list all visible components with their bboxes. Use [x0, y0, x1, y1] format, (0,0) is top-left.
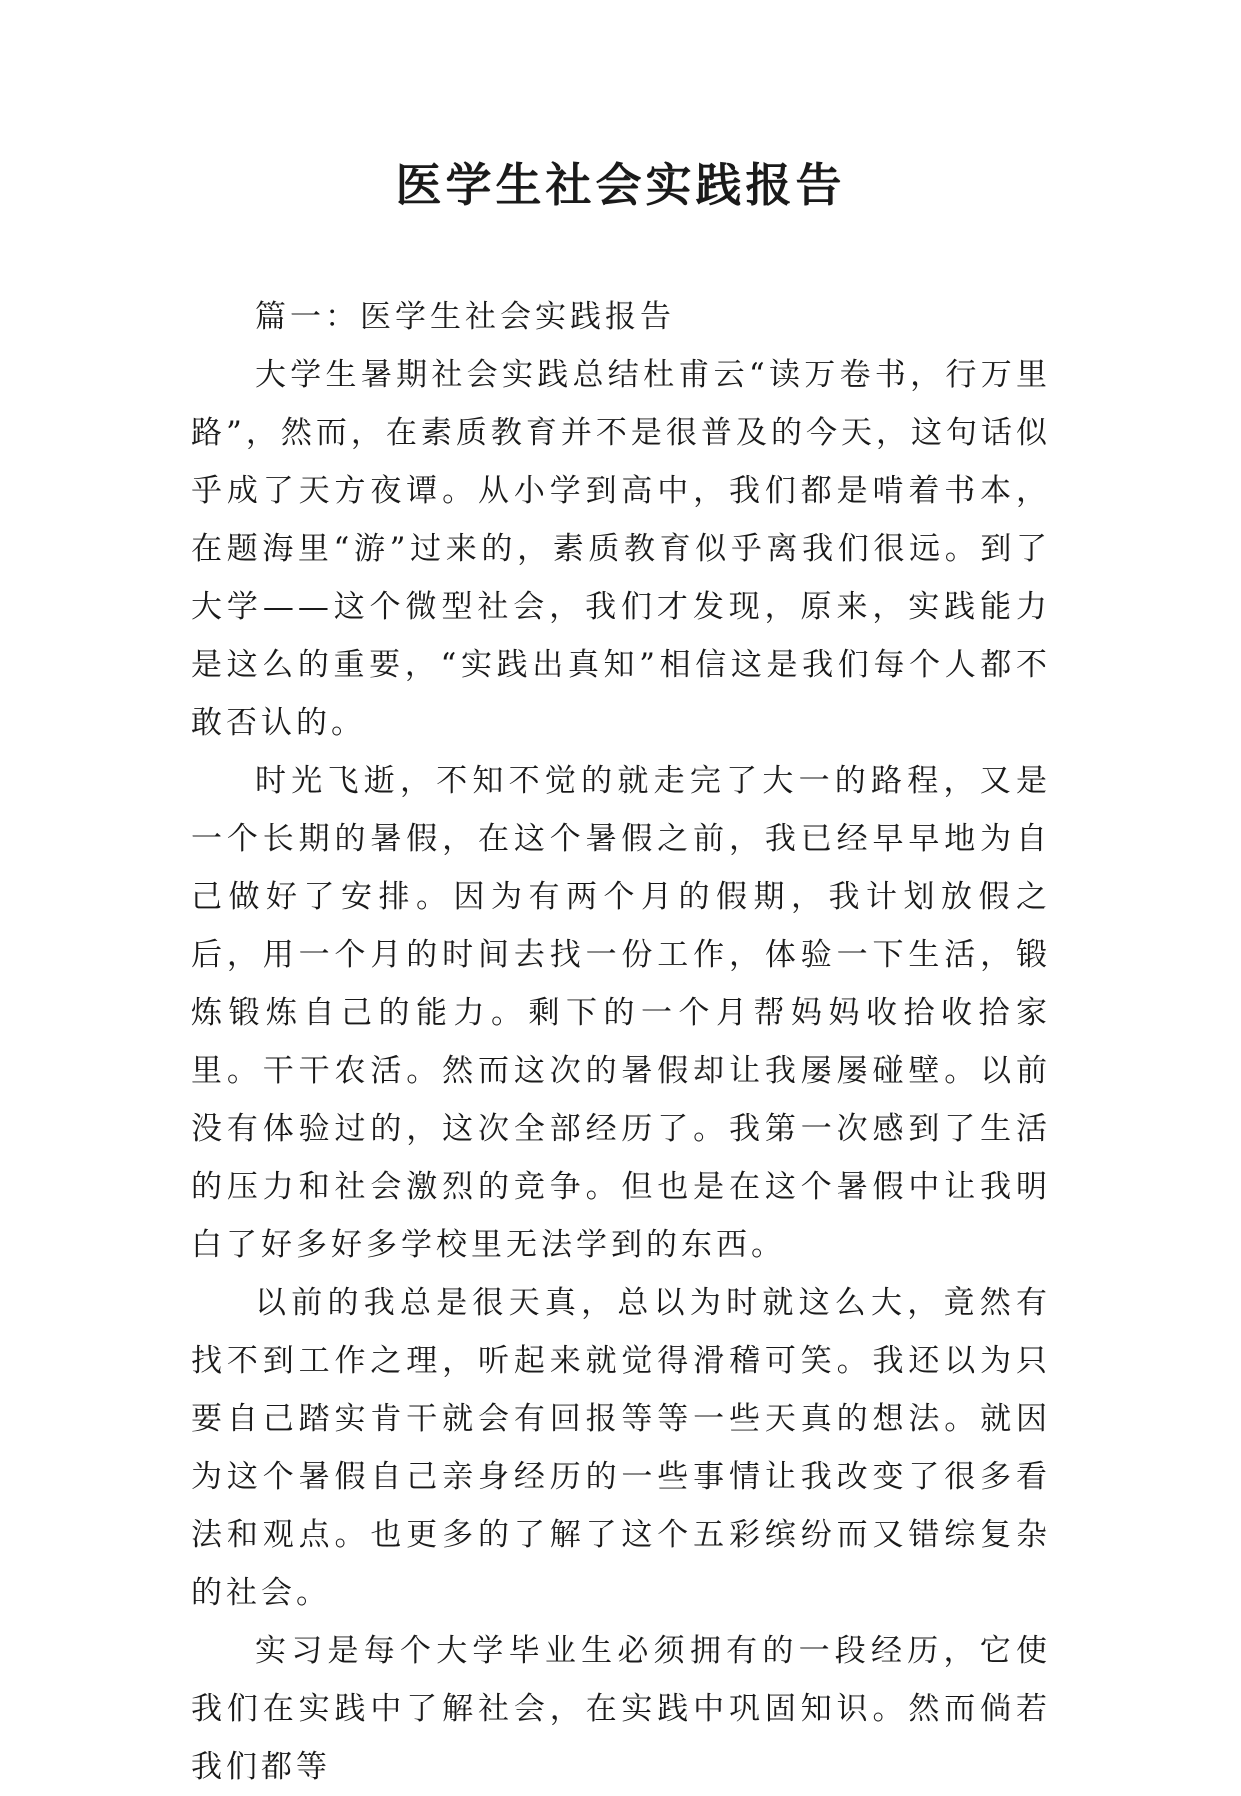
section-heading: 篇一：医学生社会实践报告	[255, 299, 675, 335]
document-body	[191, 288, 1051, 1796]
paragraph: 以前的我总是很天真，总以为时就这么大，竟然有找不到工作之理，听起来就觉得滑稽可笑。我还以为只要自己踏实肯干就会有回报等等一些天真的想法。就因为这个暑假自己亲身经历的一些事情让我改变了很多看法和观点。也更多的了解了这个五彩缤纷而又错综复杂的社会。	[191, 1285, 1051, 1611]
document-title: 医学生社会实践报告	[395, 158, 846, 212]
paragraph: 时光飞逝，不知不觉的就走完了大一的路程，又是一个长期的暑假，在这个暑假之前，我已经早早地为自己做好了安排。因为有两个月的假期，我计划放假之后，用一个月的时间去找一份工作，体验一下生活，锻炼锻炼自己的能力。剩下的一个月帮妈妈收拾收拾家里。干干农活。然而这次的暑假却让我屡屡碰壁。以前没有体验过的，这次全部经历了。我第一次感到了生活的压力和社会激烈的竞争。但也是在这个暑假中让我明白了好多好多学校里无法学到的东西。	[191, 763, 1051, 1263]
paragraph: 实习是每个大学毕业生必须拥有的一段经历，它使我们在实践中了解社会，在实践中巩固知识。然而倘若我们都等	[191, 1633, 1051, 1785]
paragraph: 大学生暑期社会实践总结杜甫云“读万卷书，行万里路”，然而，在素质教育并不是很普及的今天，这句话似乎成了天方夜谭。从小学到高中，我们都是啃着书本，在题海里“游”过来的，素质教育似乎离我们很远。到了大学——这个微型社会，我们才发现，原来，实践能力是这么的重要，“实践出真知”相信这是我们每个人都不敢否认的。	[191, 357, 1051, 741]
